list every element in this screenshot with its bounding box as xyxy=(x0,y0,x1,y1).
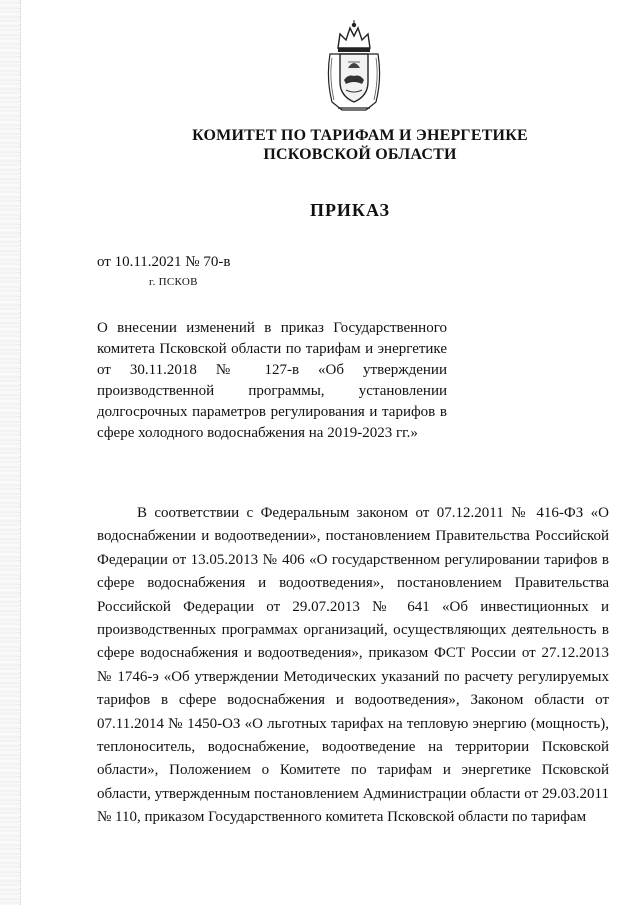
org-line-2: ПСКОВСКОЙ ОБЛАСТИ xyxy=(263,146,457,163)
date-number: от 10.11.2021 № 70-в xyxy=(97,254,231,270)
coat-of-arms-icon xyxy=(324,18,384,114)
subject-paragraph: О внесении изменений в приказ Государственного комитета Псковской области по тарифам и энергетике от 30.11.2018 № 127-в «Об утверждении производственной программы, установлении долгосрочных параметров регулирования и тарифов в сфере холодного водоснабжения на 2019-2023 гг.» xyxy=(97,320,447,441)
organization-name xyxy=(170,126,550,164)
place-label: г. ПСКОВ xyxy=(149,276,198,288)
scan-edge xyxy=(0,0,21,905)
org-line-1: КОМИТЕТ ПО ТАРИФАМ И ЭНЕРГЕТИКЕ xyxy=(192,127,528,144)
document-title: ПРИКАЗ xyxy=(309,200,391,220)
body-paragraph: В соответствии с Федеральным законом от 07.12.2011 № 416-ФЗ «О водоснабжении и водоотведении», постановлением Правительства Российской Федерации от 13.05.2013 № 406 «О государственном регулировании тарифов в сфере водоснабжения и водоотведения», постановлением Правительства Российской Федерации от 29.07.2013 № 641 «Об инвестиционных и производственных программах организаций, осуществляющих деятельность в сфере водоснабжения и водоотведения», приказом ФСТ России от 27.12.2013 № 1746-э «Об утверждении Методических указаний по расчету регулируемых тарифов в сфере водоснабжения и водоотведения», Законом области от 07.11.2014 № 1450-ОЗ «О льготных тарифах на тепловую энергию (мощность), теплоноситель, водоснабжение, водоотведение на территории Псковской области», Положением о Комитете по тарифам и энергетике Псковской области, утвержденным постановлением Администрации области от 29.03.2011 № 110, приказом Государственного комитета Псковской области по тарифам xyxy=(97,505,609,826)
